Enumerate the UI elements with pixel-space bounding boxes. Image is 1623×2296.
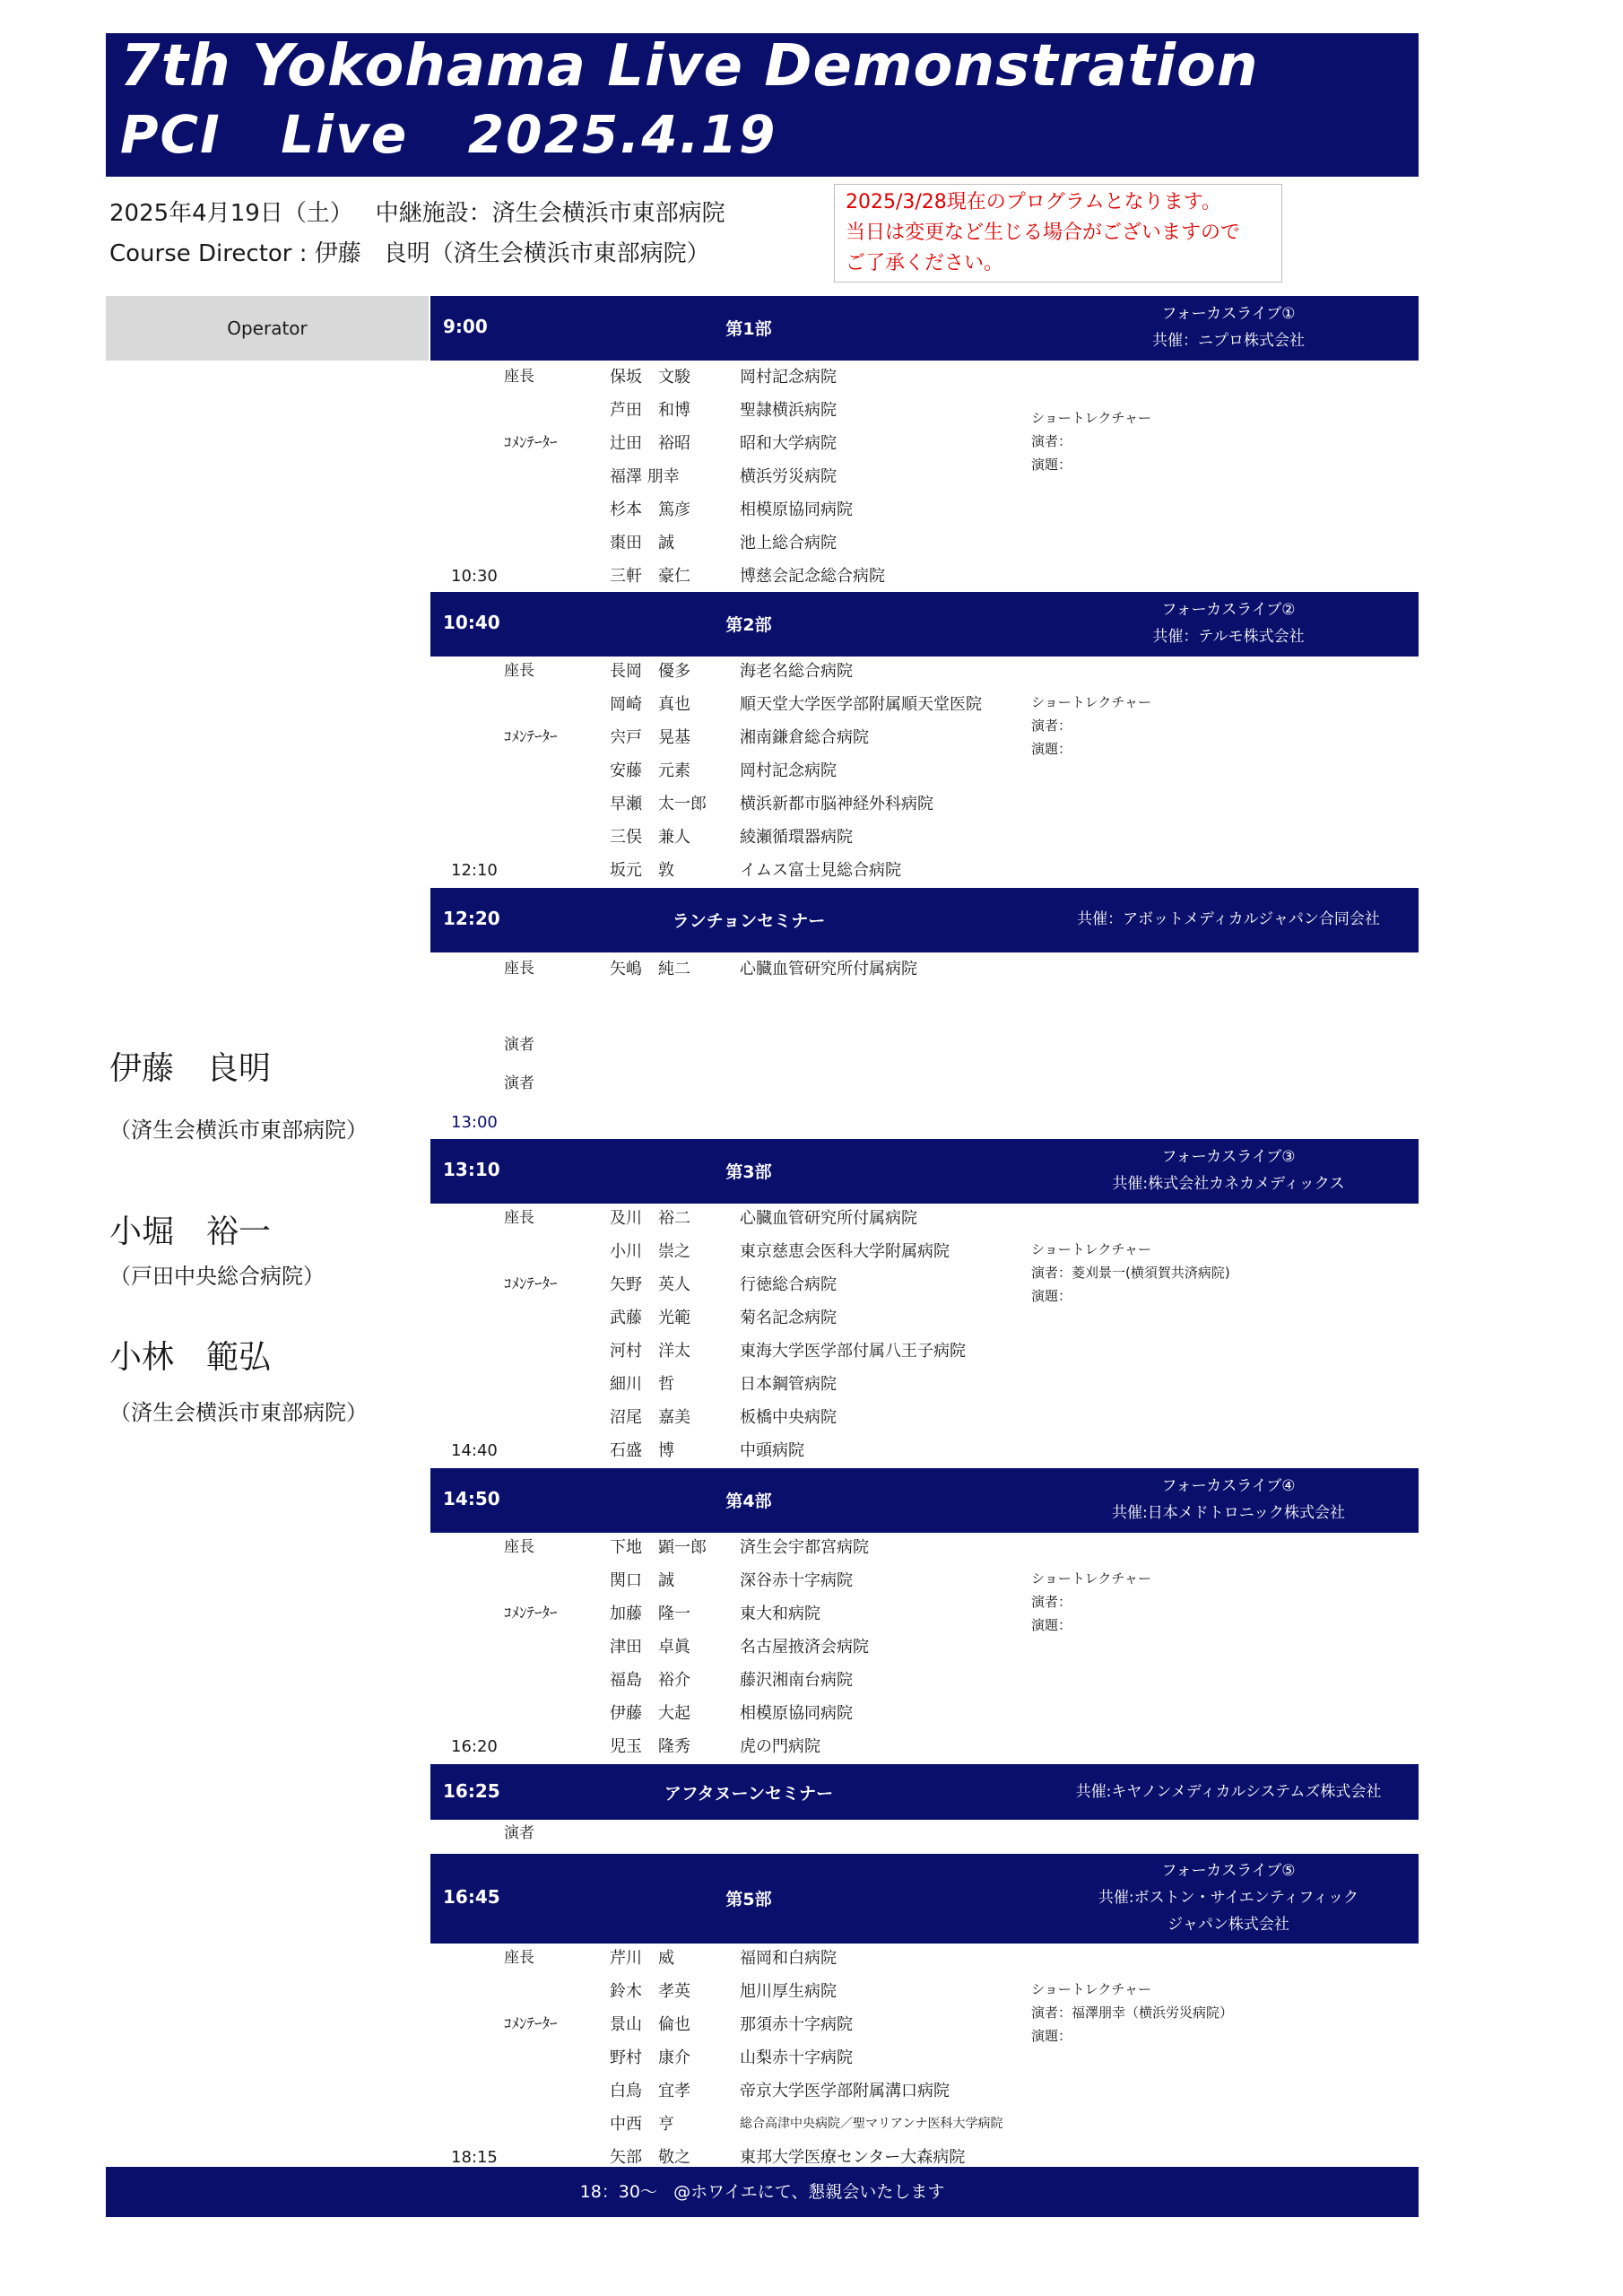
session-end-time: 12:10 — [451, 861, 498, 880]
notice-line: ご了承ください。 — [846, 252, 1004, 274]
hospital-name: 綾瀬循環器病院 — [740, 828, 853, 847]
date-venue-line: 2025年4月19日（土） 中継施設：済生会横浜市東部病院 — [109, 200, 725, 227]
hospital-name: 岡村記念病院 — [740, 368, 837, 387]
person-name: 武藤 光範 — [610, 1309, 690, 1327]
person-name: 矢野 英人 — [610, 1275, 690, 1294]
short-lecture-label: ショートレクチャー — [1031, 410, 1151, 426]
hospital-name: 池上総合病院 — [740, 534, 837, 552]
session-sponsor: 共催:日本メドトロニック株式会社 — [1111, 1504, 1346, 1522]
person-name: 福島 裕介 — [610, 1671, 690, 1690]
role-label: 座長 — [504, 1209, 534, 1227]
focus-live-label: フォーカスライブ① — [1161, 305, 1296, 323]
hospital-name: 中頭病院 — [740, 1441, 804, 1460]
operator-header: Operator — [106, 296, 429, 361]
person-name: 関口 誠 — [610, 1571, 674, 1590]
person-name: 三軒 豪仁 — [610, 567, 690, 586]
operator-affiliation: （戸田中央総合病院） — [109, 1264, 325, 1289]
hospital-name: 行徳総合病院 — [740, 1275, 837, 1294]
session-sponsor: 共催:キヤノンメディカルシステムズ株式会社 — [1075, 1783, 1382, 1801]
session-title: 第3部 — [725, 1162, 772, 1182]
person-name: 野村 康介 — [610, 2048, 690, 2067]
focus-live-label: フォーカスライブ⑤ — [1161, 1862, 1296, 1880]
course-director-line: Course Director : 伊藤 良明（済生会横浜市東部病院） — [109, 240, 710, 267]
session-title: ランチョンセミナー — [672, 911, 826, 931]
hospital-name: 板橋中央病院 — [740, 1408, 837, 1427]
person-name: 加藤 隆一 — [610, 1605, 690, 1623]
person-name: 保坂 文駿 — [610, 368, 690, 387]
hospital-name: 那須赤十字病院 — [740, 2015, 853, 2034]
session-end-time: 13:00 — [451, 1113, 498, 1132]
short-lecture-topic: 演題： — [1031, 2028, 1072, 2044]
role-label: 演者 — [504, 1824, 534, 1842]
person-name: 河村 洋太 — [610, 1342, 690, 1361]
session-sponsor: 共催：アボットメディカルジャパン合同会社 — [1077, 910, 1380, 928]
person-name: 芦田 和博 — [610, 401, 690, 420]
short-lecture-topic: 演題： — [1031, 1288, 1072, 1304]
person-name: 細川 哲 — [610, 1375, 674, 1394]
session-title: 第5部 — [725, 1890, 772, 1909]
hospital-name: 湘南鎌倉総合病院 — [740, 728, 869, 747]
role-label: ｺﾒﾝﾃｰﾀｰ — [504, 728, 558, 746]
person-name: 津田 卓眞 — [610, 1638, 690, 1657]
operator-name: 小林 範弘 — [109, 1339, 272, 1376]
hospital-name: 心臓血管研究所付属病院 — [740, 1209, 917, 1228]
session-header — [430, 888, 1419, 952]
session-end-time: 16:20 — [451, 1737, 498, 1756]
event-title: 7th Yokohama Live Demonstration — [120, 33, 1259, 100]
session-time: 13:10 — [443, 1159, 500, 1180]
hospital-name: 深谷赤十字病院 — [740, 1571, 853, 1590]
hospital-name: 相模原協同病院 — [740, 500, 853, 519]
person-name: 下地 顕一郎 — [610, 1538, 707, 1557]
role-label: 座長 — [504, 1949, 534, 1967]
person-name: 景山 倫也 — [610, 2015, 690, 2034]
role-label: 座長 — [504, 960, 534, 978]
session-time: 16:45 — [443, 1886, 500, 1908]
session-sponsor: 共催：テルモ株式会社 — [1152, 628, 1305, 646]
hospital-name: 岡村記念病院 — [740, 761, 837, 780]
session-time: 14:50 — [443, 1488, 500, 1509]
role-label: 座長 — [504, 368, 534, 386]
person-name: 矢嶋 純二 — [610, 960, 690, 978]
session-header — [430, 296, 1419, 361]
role-label: ｺﾒﾝﾃｰﾀｰ — [504, 1605, 558, 1622]
person-name: 棗田 誠 — [610, 534, 674, 552]
session-header — [430, 1468, 1419, 1533]
hospital-name: 東京慈恵会医科大学附属病院 — [740, 1242, 950, 1261]
session-end-time: 14:40 — [451, 1441, 498, 1460]
notice-line: 当日は変更など生じる場合がございますので — [846, 222, 1241, 244]
short-lecture-topic: 演題： — [1031, 457, 1072, 473]
operator-affiliation: （済生会横浜市東部病院） — [109, 1400, 368, 1425]
notice-line: 2025/3/28現在のプログラムとなります。 — [846, 191, 1221, 213]
short-lecture-topic: 演題： — [1031, 741, 1072, 757]
person-name: 杉本 篤彦 — [610, 500, 690, 519]
hospital-name: 順天堂大学医学部附属順天堂医院 — [740, 695, 982, 714]
hospital-name: 東大和病院 — [740, 1605, 820, 1623]
focus-live-label: フォーカスライブ② — [1161, 601, 1296, 619]
operator-name: 伊藤 良明 — [109, 1050, 272, 1087]
hospital-name: 相模原協同病院 — [740, 1704, 853, 1723]
hospital-name: 東邦大学医療センター大森病院 — [740, 2148, 966, 2167]
role-label: ｺﾒﾝﾃｰﾀｰ — [504, 434, 558, 452]
short-lecture-presenter: 演者：菱刈景一(横須賀共済病院) — [1031, 1265, 1230, 1281]
person-name: 小川 崇之 — [610, 1242, 690, 1261]
person-name: 白鳥 宜孝 — [610, 2082, 690, 2100]
role-label: ｺﾒﾝﾃｰﾀｰ — [504, 2015, 558, 2033]
reception-footer: 18：30～ @ホワイエにて、懇親会いたします — [106, 2167, 1419, 2217]
focus-live-label: フォーカスライブ④ — [1161, 1477, 1296, 1495]
hospital-name: 博慈会記念総合病院 — [740, 567, 885, 586]
short-lecture-presenter: 演者： — [1031, 1594, 1072, 1610]
hospital-name: 福岡和白病院 — [740, 1949, 837, 1968]
session-header — [430, 592, 1419, 657]
person-name: 宍戸 晃基 — [610, 728, 690, 747]
session-title: 第1部 — [725, 319, 772, 339]
hospital-name: 旭川厚生病院 — [740, 1982, 837, 2001]
person-name: 早瀬 太一郎 — [610, 795, 707, 813]
session-end-time: 18:15 — [451, 2148, 498, 2167]
session-header — [430, 1139, 1419, 1204]
person-name: 安藤 元素 — [610, 761, 690, 780]
role-label: 座長 — [504, 1538, 534, 1556]
role-label: ｺﾒﾝﾃｰﾀｰ — [504, 1275, 558, 1293]
person-name: 伊藤 大起 — [610, 1704, 690, 1723]
title-banner — [106, 33, 1419, 177]
program-notice — [834, 184, 1282, 283]
person-name: 辻田 裕昭 — [610, 434, 690, 453]
short-lecture-presenter: 演者： — [1031, 433, 1072, 449]
person-name: 児玉 隆秀 — [610, 1737, 690, 1756]
hospital-name: 名古屋掖済会病院 — [740, 1638, 869, 1657]
person-name: 芹川 威 — [610, 1949, 674, 1968]
session-header — [430, 1854, 1419, 1944]
event-subtitle: PCI Live 2025.4.19 — [120, 104, 777, 165]
person-name: 沼尾 嘉美 — [610, 1408, 690, 1427]
hospital-name: 総合高津中央病院／聖マリアンナ医科大学病院 — [740, 2117, 1003, 2131]
hospital-name: 昭和大学病院 — [740, 434, 837, 453]
person-name: 長岡 優多 — [610, 662, 690, 681]
session-title: 第4部 — [725, 1492, 772, 1511]
hospital-name: 日本鋼管病院 — [740, 1375, 837, 1394]
operator-affiliation: （済生会横浜市東部病院） — [109, 1118, 368, 1143]
hospital-name: 虎の門病院 — [740, 1737, 820, 1756]
person-name: 矢部 敬之 — [610, 2148, 690, 2167]
short-lecture-label: ショートレクチャー — [1031, 1981, 1151, 1997]
operator-name: 小堀 裕一 — [109, 1213, 272, 1250]
person-name: 三俣 兼人 — [610, 828, 690, 847]
session-sponsor: 共催:株式会社カネカメディックス — [1112, 1175, 1345, 1193]
session-header — [430, 1764, 1419, 1820]
hospital-name: 海老名総合病院 — [740, 662, 853, 681]
short-lecture-presenter: 演者：福澤朋幸（横浜労災病院） — [1031, 2005, 1234, 2021]
session-title: 第2部 — [725, 615, 772, 635]
session-title: アフタヌーンセミナー — [664, 1784, 834, 1804]
session-time: 12:20 — [443, 908, 500, 929]
person-name: 鈴木 孝英 — [610, 1982, 690, 2001]
short-lecture-label: ショートレクチャー — [1031, 1241, 1151, 1257]
person-name: 及川 裕二 — [610, 1209, 690, 1228]
session-sponsor-line2: ジャパン株式会社 — [1167, 1916, 1289, 1934]
session-time: 16:25 — [443, 1780, 500, 1802]
role-label: 演者 — [504, 1074, 534, 1092]
short-lecture-label: ショートレクチャー — [1031, 694, 1151, 710]
hospital-name: イムス富士見総合病院 — [740, 861, 901, 880]
hospital-name: 横浜新都市脳神経外科病院 — [740, 795, 933, 813]
person-name: 坂元 敦 — [610, 861, 674, 880]
session-end-time: 10:30 — [451, 567, 498, 586]
hospital-name: 聖隷横浜病院 — [740, 401, 837, 420]
person-name: 岡崎 真也 — [610, 695, 690, 714]
session-time: 10:40 — [443, 612, 500, 633]
hospital-name: 藤沢湘南台病院 — [740, 1671, 853, 1690]
session-sponsor: 共催：ニプロ株式会社 — [1152, 332, 1305, 350]
focus-live-label: フォーカスライブ③ — [1161, 1148, 1296, 1166]
session-time: 9:00 — [443, 316, 488, 337]
person-name: 中西 亨 — [610, 2115, 674, 2134]
hospital-name: 山梨赤十字病院 — [740, 2048, 853, 2067]
hospital-name: 心臓血管研究所付属病院 — [740, 960, 917, 978]
role-label: 座長 — [504, 662, 534, 680]
hospital-name: 帝京大学医学部附属溝口病院 — [740, 2082, 950, 2100]
short-lecture-label: ショートレクチャー — [1031, 1570, 1151, 1587]
hospital-name: 東海大学医学部付属八王子病院 — [740, 1342, 966, 1361]
person-name: 福澤 朋幸 — [610, 467, 680, 486]
hospital-name: 菊名記念病院 — [740, 1309, 837, 1327]
session-sponsor: 共催:ボストン・サイエンティフィック — [1098, 1889, 1359, 1907]
person-name: 石盛 博 — [610, 1441, 674, 1460]
hospital-name: 横浜労災病院 — [740, 467, 837, 486]
short-lecture-presenter: 演者： — [1031, 718, 1072, 734]
role-label: 演者 — [504, 1036, 534, 1054]
short-lecture-topic: 演題： — [1031, 1617, 1072, 1633]
hospital-name: 済生会宇都宮病院 — [740, 1538, 869, 1557]
